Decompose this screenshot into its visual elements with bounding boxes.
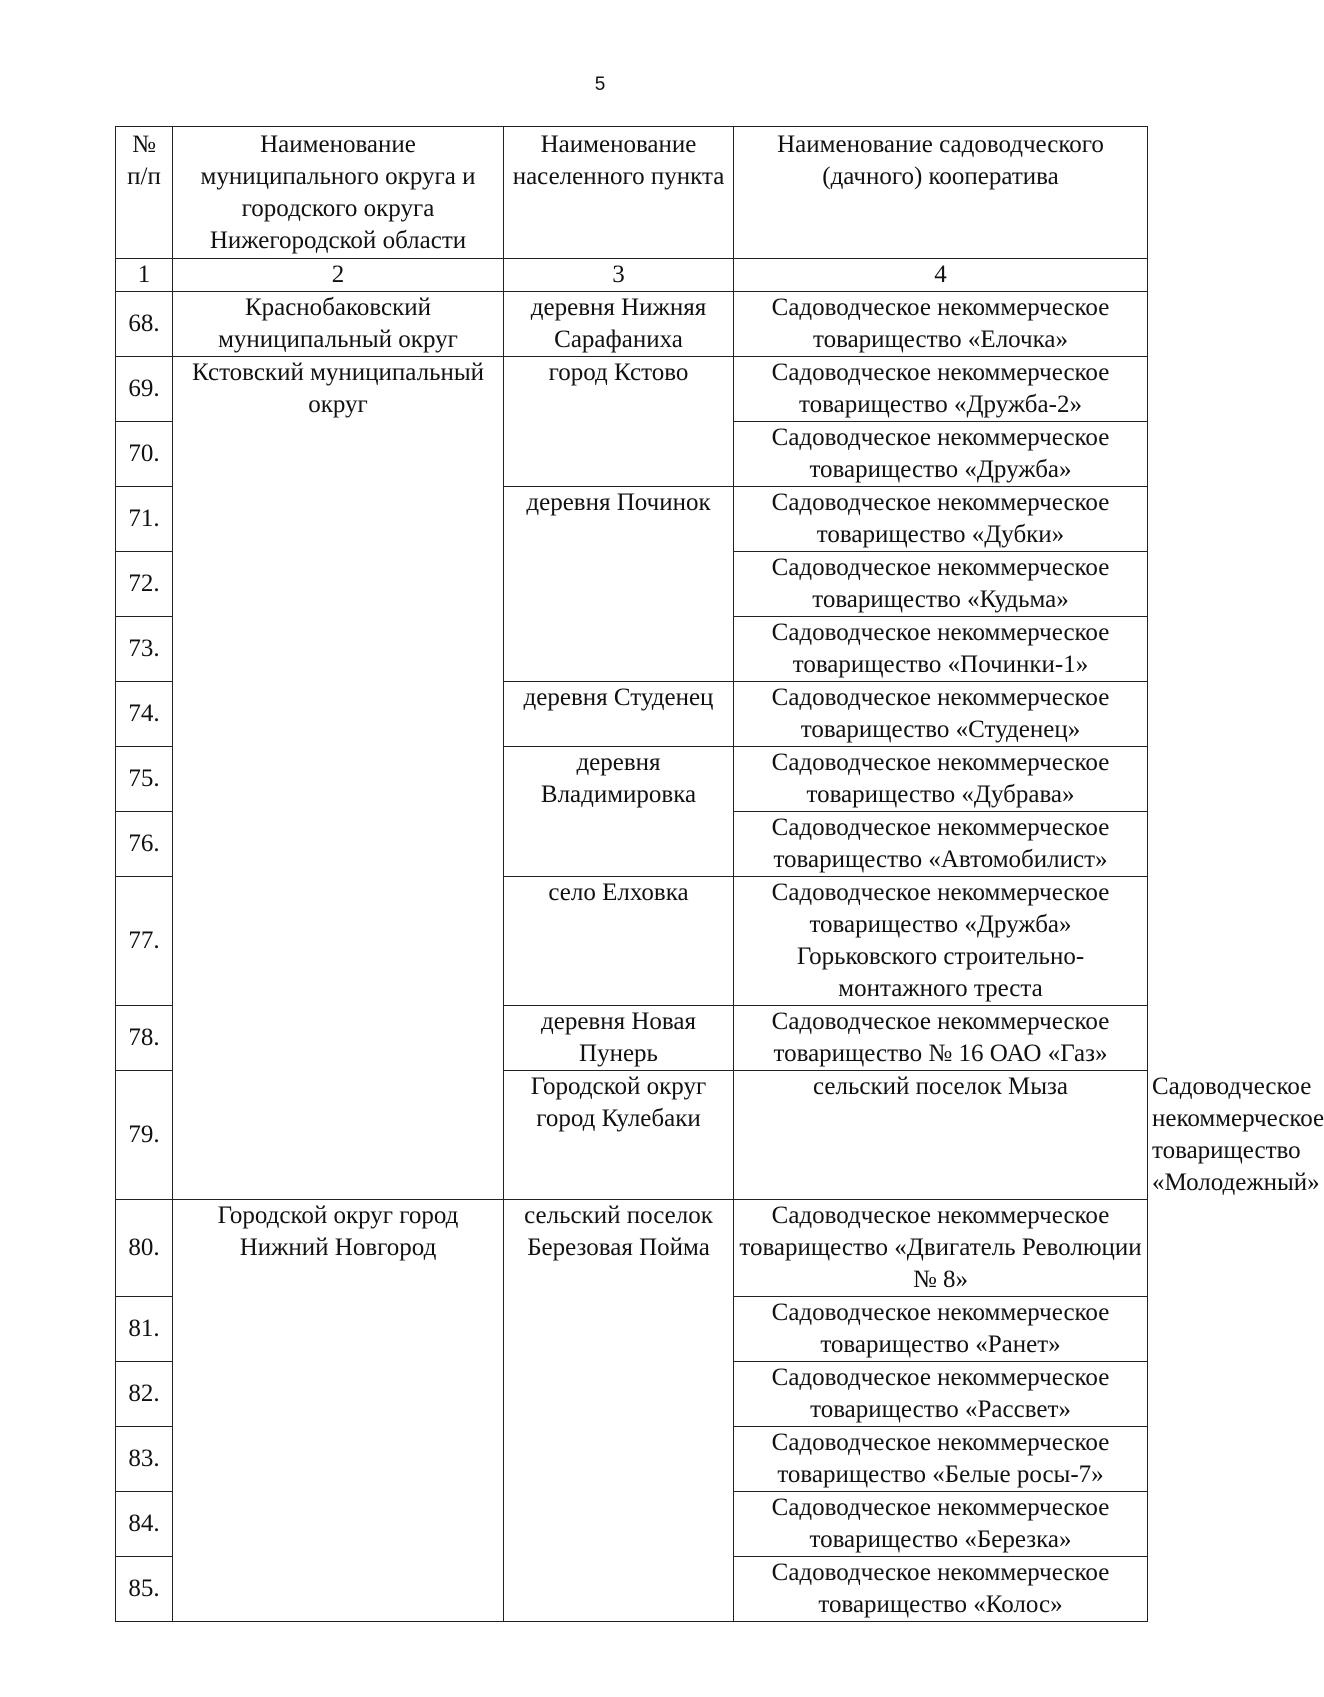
row-number: 70. <box>116 422 173 487</box>
cooperative-cell: Садоводческое некоммерческое товарищество «Березка» <box>734 1492 1148 1557</box>
column-number: 1 <box>116 259 173 292</box>
cooperative-cell: Садоводческое некоммерческое товарищество «Рассвет» <box>734 1362 1148 1427</box>
locality-cell: деревня Владимировка <box>504 747 734 877</box>
header-cooperative: Наименование садоводческого (дачного) кооператива <box>734 127 1148 259</box>
header-num: № п/п <box>116 127 173 259</box>
district-cell: Кстовский муниципальный округ <box>173 357 504 1200</box>
locality-cell: деревня Студенец <box>504 682 734 747</box>
district-cell: Городской округ город Нижний Новгород <box>173 1200 504 1622</box>
cooperative-cell: Садоводческое некоммерческое товарищество «Автомобилист» <box>734 812 1148 877</box>
cooperative-cell: Садоводческое некоммерческое товарищество «Двигатель Революции № 8» <box>734 1200 1148 1297</box>
header-row <box>116 127 1148 259</box>
locality-cell: сельский поселок Мыза <box>734 1071 1148 1200</box>
column-number: 3 <box>504 259 734 292</box>
column-numbers-row <box>116 259 1148 292</box>
column-number: 4 <box>734 259 1148 292</box>
cooperative-cell: Садоводческое некоммерческое товарищество «Колос» <box>734 1557 1148 1622</box>
table-row <box>116 292 1148 357</box>
cooperative-cell: Садоводческое некоммерческое товарищество «Дружба» Горьковского строительно-монтажного треста <box>734 877 1148 1006</box>
cooperative-cell: Садоводческое некоммерческое товарищество «Дружба-2» <box>734 357 1148 422</box>
cooperative-cell: Садоводческое некоммерческое товарищество «Елочка» <box>734 292 1148 357</box>
locality-cell: деревня Новая Пунерь <box>504 1006 734 1071</box>
row-number: 71. <box>116 487 173 552</box>
locality-cell: деревня Починок <box>504 487 734 682</box>
row-number: 77. <box>116 877 173 1006</box>
row-number: 79. <box>116 1071 173 1200</box>
row-number: 81. <box>116 1297 173 1362</box>
cooperative-cell: Садоводческое некоммерческое товарищество «Ранет» <box>734 1297 1148 1362</box>
table-row <box>116 357 1148 422</box>
row-number: 78. <box>116 1006 173 1071</box>
cooperative-cell: Садоводческое некоммерческое товарищество «Студенец» <box>734 682 1148 747</box>
header-locality: Наименование населенного пункта <box>504 127 734 259</box>
row-number: 74. <box>116 682 173 747</box>
row-number: 68. <box>116 292 173 357</box>
row-number: 76. <box>116 812 173 877</box>
cooperative-cell: Садоводческое некоммерческое товарищество «Дружба» <box>734 422 1148 487</box>
row-number: 84. <box>116 1492 173 1557</box>
row-number: 75. <box>116 747 173 812</box>
row-number: 80. <box>116 1200 173 1297</box>
district-cell: Городской округ город Кулебаки <box>504 1071 734 1200</box>
page-number: 5 <box>594 74 606 95</box>
row-number: 85. <box>116 1557 173 1622</box>
column-number: 2 <box>173 259 504 292</box>
row-number: 82. <box>116 1362 173 1427</box>
table-row: 79. Городской округ город Кулебаки сельский поселок Мыза Садоводческое некоммерческое товарищество «Молодежный» <box>116 1071 1148 1200</box>
row-number: 69. <box>116 357 173 422</box>
district-cell: Краснобаковский муниципальный округ <box>173 292 504 357</box>
row-number: 73. <box>116 617 173 682</box>
row-number: 72. <box>116 552 173 617</box>
cooperative-cell: Садоводческое некоммерческое товарищество № 16 ОАО «Газ» <box>734 1006 1148 1071</box>
locality-cell: город Кстово <box>504 357 734 487</box>
cooperative-cell: Садоводческое некоммерческое товарищество «Кудьма» <box>734 552 1148 617</box>
header-district: Наименование муниципального округа и городского округа Нижегородской области <box>173 127 504 259</box>
cooperative-cell: Садоводческое некоммерческое товарищество «Дубки» <box>734 487 1148 552</box>
table-row <box>116 1200 1148 1297</box>
cooperative-cell: Садоводческое некоммерческое товарищество «Дубрава» <box>734 747 1148 812</box>
cooperative-cell: Садоводческое некоммерческое товарищество «Починки-1» <box>734 617 1148 682</box>
locality-cell: деревня Нижняя Сарафаниха <box>504 292 734 357</box>
locality-cell: село Елховка <box>504 877 734 1006</box>
cooperative-cell: Садоводческое некоммерческое товарищество «Белые росы-7» <box>734 1427 1148 1492</box>
locality-cell: сельский поселок Березовая Пойма <box>504 1200 734 1622</box>
cooperatives-table <box>115 126 1324 1622</box>
row-number: 83. <box>116 1427 173 1492</box>
